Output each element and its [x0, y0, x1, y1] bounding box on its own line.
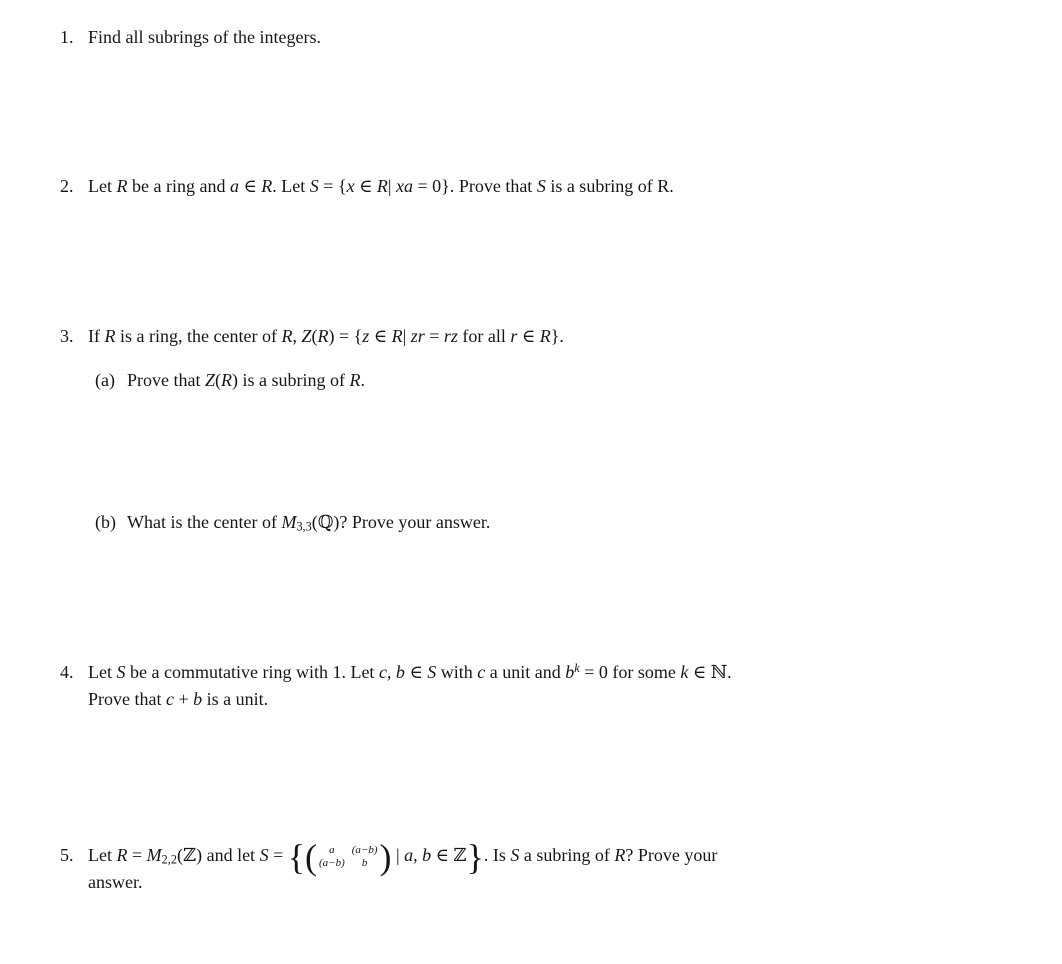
- problem-5-number: 5.: [60, 845, 74, 865]
- problem-3b-body: [127, 509, 490, 536]
- problem-1: [60, 24, 321, 51]
- problem-2-number: 2.: [60, 176, 74, 196]
- problem-5-text-line-2: answer.: [88, 872, 143, 893]
- problem-2: [60, 173, 674, 200]
- problem-3a-text: Prove that Z(R) is a subring of R.: [127, 370, 365, 390]
- problem-3-body: [88, 323, 564, 350]
- problem-1-number: 1.: [60, 27, 74, 47]
- problem-5: [60, 836, 718, 896]
- problem-3b-text: What is the center of $M_{3,3}(ℚ)$? Prove your answer.: [127, 512, 491, 534]
- matrix-2x2: a (a−b) (a−b) b: [319, 844, 378, 870]
- problem-3b-label: (b): [95, 512, 116, 532]
- problem-5-text-line-1: Let $R = M_{2,2}(ℤ)$ and let S = {( a (a−b) (a−b) b ) | a, b ∈ ℤ}. Is S a subring of R? Prove your: [88, 836, 718, 877]
- problem-3a-body: [127, 367, 365, 394]
- problem-2-text: Let R be a ring and a ∈ R. Let S = {x ∈ R| xa = 0}. Prove that S is a subring of R.: [88, 176, 674, 196]
- problem-3b: [95, 509, 490, 536]
- problem-2-body: [88, 173, 674, 200]
- problem-3-text: If R is a ring, the center of R, Z(R) = {z ∈ R| zr = rz for all r ∈ R}.: [88, 326, 564, 346]
- problem-4: [60, 659, 732, 713]
- problem-4-body: [88, 659, 732, 713]
- problem-5-body: [88, 836, 718, 896]
- problem-4-text-line-2: Prove that c + b is a unit.: [88, 689, 269, 709]
- problem-3: [60, 323, 564, 350]
- problem-4-text-line-1: Let S be a commutative ring with 1. Let c, b ∈ S with c a unit and $b^k = 0$ for some k ∈ ℕ.: [88, 660, 732, 682]
- problem-3a: [95, 367, 365, 394]
- problem-1-body: [88, 24, 321, 51]
- problem-1-text: Find all subrings of the integers.: [88, 27, 321, 47]
- problem-3-number: 3.: [60, 326, 74, 346]
- problem-4-number: 4.: [60, 662, 74, 682]
- problem-3a-label: (a): [95, 370, 115, 390]
